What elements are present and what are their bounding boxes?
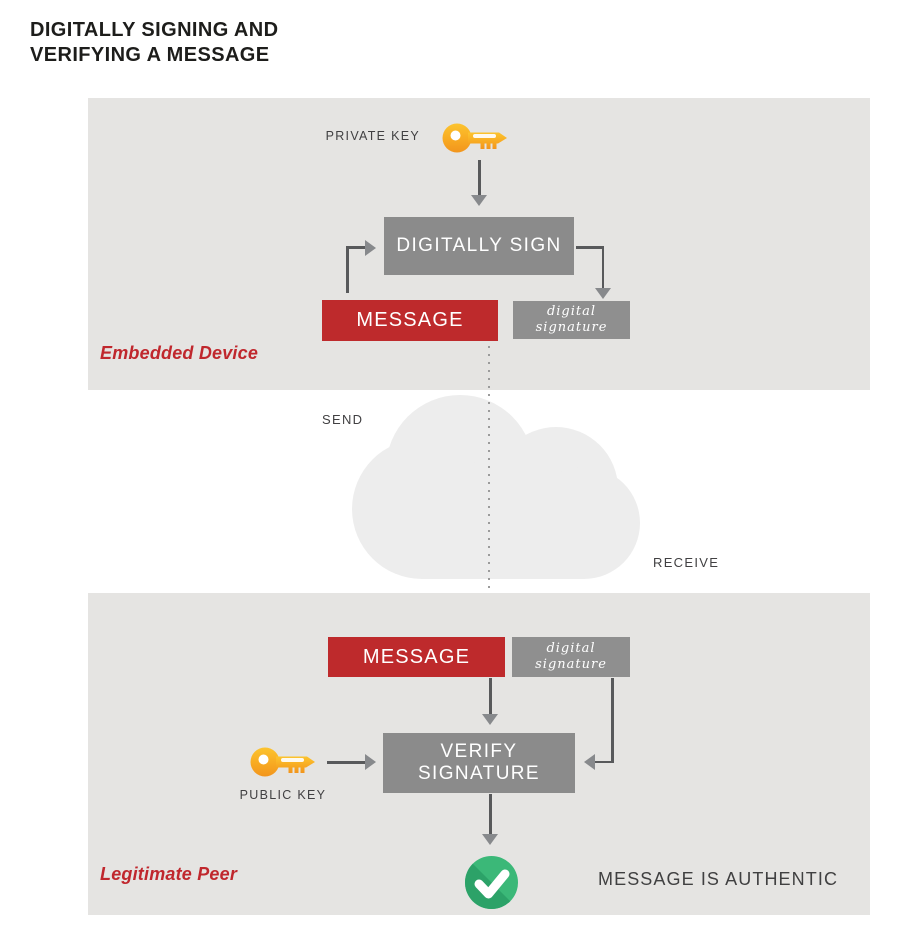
digitally-sign-label: DIGITALLY SIGN xyxy=(396,235,562,256)
digitally-sign-box xyxy=(384,217,574,275)
elbow-sign-to-signature-head xyxy=(595,288,611,299)
embedded-device-label: Embedded Device xyxy=(100,343,259,363)
elbow-sign-to-signature-horizontal xyxy=(576,246,604,249)
elbow-signature-to-verify-horizontal xyxy=(595,761,613,764)
public-key-label: PUBLIC KEY xyxy=(239,788,327,802)
elbow-signature-to-verify-head xyxy=(584,754,595,770)
digital-signature-bottom-line1: digital xyxy=(546,641,596,656)
page-title xyxy=(30,18,278,68)
verify-signature-box xyxy=(383,733,575,793)
cloud-icon xyxy=(350,393,642,584)
digital-signature-top-line1: digital xyxy=(546,304,597,319)
digital-signature-bottom-line2: signature xyxy=(535,657,607,672)
elbow-sign-to-signature-vertical xyxy=(602,246,605,288)
check-circle-icon xyxy=(465,856,518,914)
legitimate-peer-label: Legitimate Peer xyxy=(100,864,238,884)
page-title-line2: VERIFYING A MESSAGE xyxy=(30,44,270,66)
page-title-line1: DIGITALLY SIGNING AND xyxy=(30,19,279,41)
public-key-icon xyxy=(250,744,316,785)
message-box-top xyxy=(322,300,498,341)
arrow-key-to-sign-head xyxy=(471,195,487,206)
elbow-message-to-sign-vertical xyxy=(346,246,349,293)
arrow-verify-to-check-shaft xyxy=(489,794,492,834)
receive-label: RECEIVE xyxy=(653,555,720,570)
elbow-signature-to-verify-vertical xyxy=(611,678,614,763)
arrow-verify-to-check-head xyxy=(482,834,498,845)
digital-signature-top-line2: signature xyxy=(535,320,608,335)
dotted-transfer-line xyxy=(488,346,490,604)
message-authentic-label: MESSAGE IS AUTHENTIC xyxy=(598,869,839,889)
elbow-message-to-sign-horizontal xyxy=(346,246,366,249)
digital-signature-top-text xyxy=(536,304,608,336)
arrow-message-to-verify-shaft xyxy=(489,678,492,714)
digital-signature-box-top xyxy=(513,301,630,339)
verify-signature-label: VERIFY SIGNATURE xyxy=(417,741,541,784)
arrow-message-to-verify-head xyxy=(482,714,498,725)
arrow-publickey-to-verify-shaft xyxy=(327,761,365,764)
private-key-label: PRIVATE KEY xyxy=(325,129,420,143)
digital-signature-box-bottom xyxy=(512,637,630,677)
message-box-top-label: MESSAGE xyxy=(356,309,464,331)
message-box-bottom-label: MESSAGE xyxy=(362,645,471,668)
arrow-publickey-to-verify-head xyxy=(365,754,376,770)
message-box-bottom xyxy=(328,637,505,677)
arrow-key-to-sign-shaft xyxy=(478,160,481,195)
elbow-message-to-sign-head xyxy=(365,240,376,256)
private-key-icon xyxy=(442,120,508,161)
send-label: SEND xyxy=(322,412,364,427)
digital-signature-bottom-text xyxy=(535,641,607,673)
